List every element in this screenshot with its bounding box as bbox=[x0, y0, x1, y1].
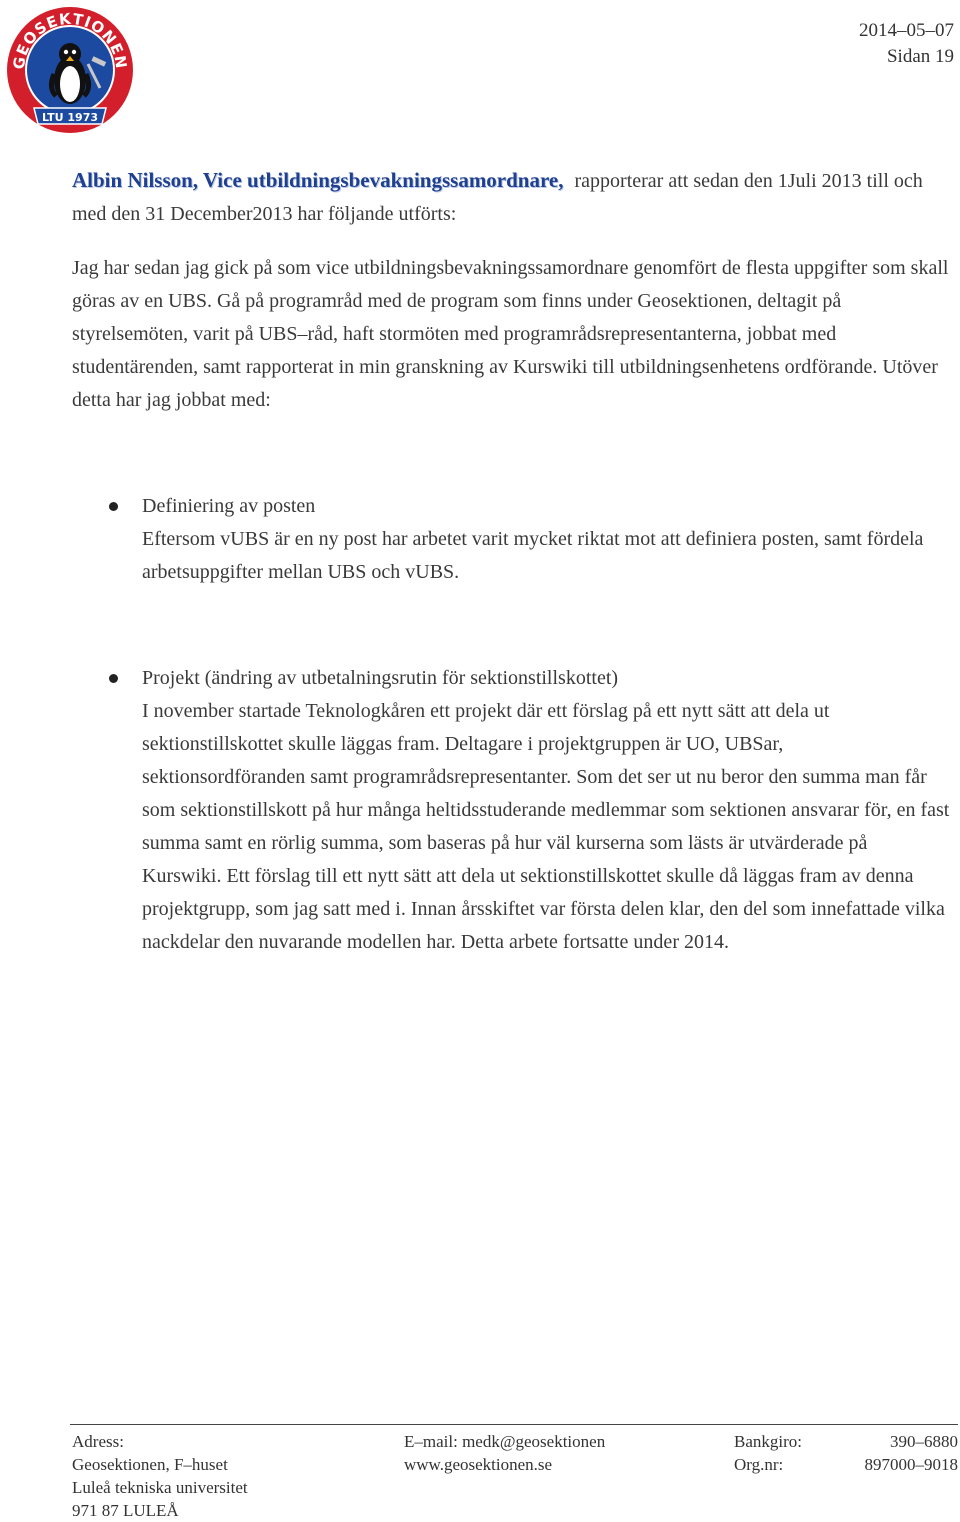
footer-address bbox=[72, 1430, 248, 1522]
orgnr-label: Org.nr: bbox=[734, 1455, 784, 1474]
footer-bank-values bbox=[865, 1430, 959, 1476]
task-list bbox=[72, 490, 950, 959]
bankgiro-value: 390–6880 bbox=[890, 1432, 958, 1451]
address-line: Geosektionen, F–huset bbox=[72, 1455, 228, 1474]
header-meta bbox=[859, 18, 954, 70]
footer-website: www.geosektionen.se bbox=[404, 1455, 553, 1474]
document-body bbox=[72, 164, 950, 959]
author-name: Albin Nilsson, Vice utbildningsbevakningssamordnare, bbox=[72, 168, 564, 192]
list-item-heading: Projekt (ändring av utbetalningsrutin för sektionstillskottet) bbox=[142, 667, 619, 689]
geosektionen-logo bbox=[4, 4, 136, 136]
orgnr-value: 897000–9018 bbox=[864, 1455, 958, 1474]
bankgiro-label: Bankgiro: bbox=[734, 1432, 802, 1451]
footer-bank-labels bbox=[734, 1430, 802, 1476]
address-line: 971 87 LULEÅ bbox=[72, 1501, 179, 1520]
list-item-text: Eftersom vUBS är en ny post har arbetet varit mycket riktat mot att definiera posten, samt fördela arbetsuppgifter mellan UBS och vUBS. bbox=[142, 528, 924, 583]
report-paragraph: Jag har sedan jag gick på som vice utbildningsbevakningssamordnare genomfört de flesta uppgifter som skall göras av en UBS. Gå på programråd med de program som finns under Geosektionen, deltagit på styrelsemöten, varit på UBS–råd, haft stormöten med programrådsrepresentanterna, jobbat med studentärenden, samt rapporterat in min granskning av Kurswiki till utbildningsenhetens ordförande. Utöver detta har jag jobbat med: bbox=[72, 257, 949, 411]
page-footer bbox=[70, 1424, 958, 1520]
page-number: Sidan 19 bbox=[886, 46, 954, 67]
footer-contact bbox=[404, 1430, 605, 1476]
intro-text: rapporterar att sedan den 1Juli 2013 till och med den 31 December2013 har följande utförts: bbox=[72, 170, 923, 225]
list-item-heading: Definiering av posten bbox=[142, 495, 316, 517]
penguin-logo-icon bbox=[4, 4, 136, 136]
list-item bbox=[72, 490, 950, 589]
footer-email: E–mail: medk@geosektionen bbox=[404, 1432, 606, 1451]
document-date: 2014–05–07 bbox=[859, 20, 954, 41]
address-label: Adress: bbox=[72, 1432, 124, 1451]
logo-banner-text: LTU 1973 bbox=[41, 111, 99, 124]
report-intro bbox=[72, 164, 950, 231]
list-item-text: I november startade Teknologkåren ett projekt där ett förslag på ett nytt sätt att dela ut sektionstillskottet skulle läggas fram. Deltagare i projektgruppen är UO, UBSar, sektionsordföranden samt programrådsrepresentanter. Som det ser ut nu beror den summa man får som sektionstillskott på hur många heltidsstuderande medlemmar som sektionen ansvarar för, en fast summa samt en rörlig summa, som baseras på hur väl kurserna som lästs är utvärderade på Kurswiki. Ett förslag till ett nytt sätt att dela ut sektionstillskottet skulle då läggas fram av denna projektgrupp, som jag satt med i. Innan årsskiftet var första delen klar, den del som innefattade vilka nackdelar den nuvarande modellen har. Detta arbete fortsatte under 2014. bbox=[142, 700, 950, 953]
address-line: Luleå tekniska universitet bbox=[72, 1478, 248, 1497]
list-item bbox=[72, 662, 950, 959]
logo-arc-text: GEOSEKTIONEN bbox=[9, 9, 131, 71]
